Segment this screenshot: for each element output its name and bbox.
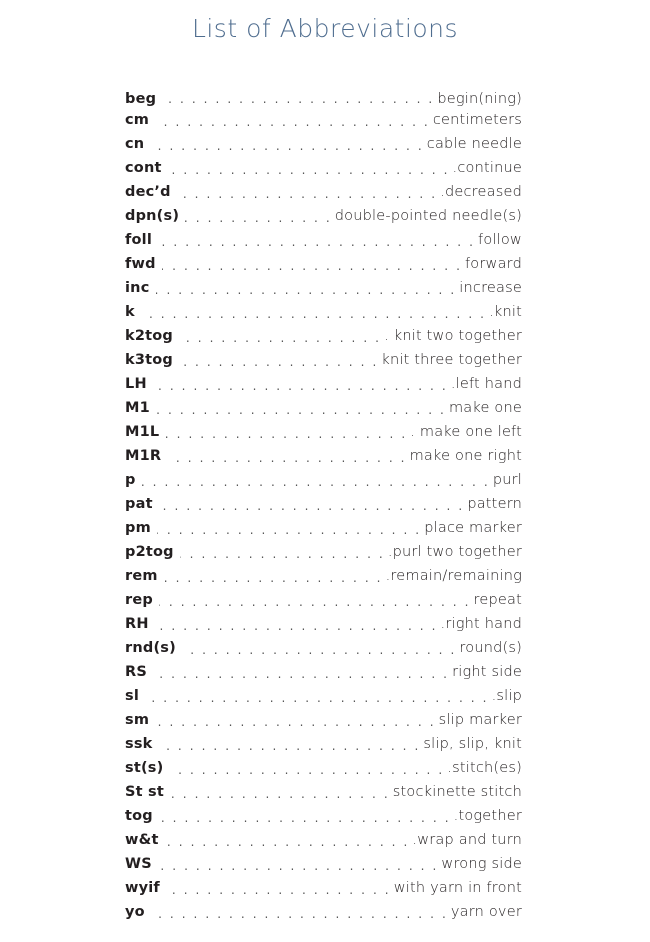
abbreviation-term: k3tog xyxy=(125,352,174,368)
abbreviation-meaning: make one xyxy=(448,400,522,416)
dot-leader xyxy=(155,117,430,129)
abbreviation-meaning: make one right xyxy=(409,448,522,464)
abbreviation-row xyxy=(125,516,522,540)
abbreviation-meaning: with yarn in front xyxy=(393,880,522,896)
abbreviation-row xyxy=(125,708,522,732)
abbreviation-term: rep xyxy=(125,592,153,608)
abbreviation-term: yo xyxy=(125,904,145,920)
abbreviation-term: foll xyxy=(125,232,153,248)
abbreviation-term: M1L xyxy=(125,424,160,440)
abbreviation-row xyxy=(125,852,522,876)
abbreviation-term: w&t xyxy=(125,832,159,848)
abbreviation-row xyxy=(125,900,522,924)
abbreviation-meaning: . knit two together xyxy=(384,328,522,344)
abbreviation-term: inc xyxy=(125,280,150,296)
dot-leader xyxy=(141,309,486,321)
abbreviation-meaning: .purl two together xyxy=(387,544,522,560)
abbreviation-term: M1R xyxy=(125,448,162,464)
abbreviation-meaning: .slip xyxy=(491,688,522,704)
abbreviation-term: p2tog xyxy=(125,544,174,560)
dot-leader xyxy=(153,669,449,681)
dot-leader xyxy=(182,645,456,657)
dot-leader xyxy=(159,741,421,753)
abbreviation-row xyxy=(125,276,522,300)
abbreviation-term: cm xyxy=(125,112,150,128)
abbreviation-meaning: forward xyxy=(465,256,522,272)
abbreviation-row xyxy=(125,732,522,756)
abbreviation-term: pm xyxy=(125,520,151,536)
abbreviation-term: k2tog xyxy=(125,328,174,344)
abbreviation-list xyxy=(125,88,522,924)
dot-leader xyxy=(142,477,490,489)
abbreviation-meaning: pattern xyxy=(467,496,522,512)
abbreviation-row xyxy=(125,660,522,684)
abbreviation-term: sm xyxy=(125,712,150,728)
dot-leader xyxy=(157,525,421,537)
abbreviation-meaning: yarn over xyxy=(450,904,522,920)
abbreviation-meaning: . make one left xyxy=(410,424,522,440)
dot-leader xyxy=(155,621,438,633)
abbreviation-row xyxy=(125,828,522,852)
abbreviation-term: pat xyxy=(125,496,153,512)
abbreviation-meaning: .stitch(es) xyxy=(447,760,522,776)
abbreviation-meaning: wrong side xyxy=(441,856,522,872)
dot-leader xyxy=(155,717,436,729)
abbreviation-meaning: slip marker xyxy=(438,712,522,728)
abbreviation-meaning: centimeters xyxy=(432,112,522,128)
abbreviation-meaning: .together xyxy=(453,808,522,824)
dot-leader xyxy=(151,909,448,921)
abbreviation-term: dpn(s) xyxy=(125,208,180,224)
dot-leader xyxy=(185,213,332,225)
abbreviation-row xyxy=(125,684,522,708)
abbreviation-row xyxy=(125,300,522,324)
abbreviation-term: rnd(s) xyxy=(125,640,176,656)
abbreviation-term: rem xyxy=(125,568,158,584)
abbreviation-row xyxy=(125,492,522,516)
abbreviation-term: cn xyxy=(125,136,145,152)
abbreviation-row xyxy=(125,876,522,900)
dot-leader xyxy=(162,95,434,107)
abbreviation-row xyxy=(125,588,522,612)
abbreviation-row xyxy=(125,756,522,780)
dot-leader xyxy=(179,333,381,345)
abbreviation-meaning: knit three together xyxy=(381,352,522,368)
abbreviation-row xyxy=(125,612,522,636)
abbreviation-row xyxy=(125,108,522,132)
abbreviation-term: beg xyxy=(125,91,157,107)
dot-leader xyxy=(180,549,385,561)
abbreviation-term: St st xyxy=(125,784,164,800)
abbreviation-row xyxy=(125,252,522,276)
abbreviation-meaning: .right hand xyxy=(440,616,522,632)
abbreviation-term: k xyxy=(125,304,135,320)
dot-leader xyxy=(159,597,471,609)
abbreviation-row xyxy=(125,444,522,468)
abbreviation-meaning: .continue xyxy=(452,160,522,176)
dot-leader xyxy=(159,813,451,825)
page-title: List of Abbreviations xyxy=(191,14,459,43)
abbreviation-meaning: increase xyxy=(459,280,522,296)
dot-leader xyxy=(150,141,423,153)
dot-leader xyxy=(179,357,378,369)
abbreviation-term: cont xyxy=(125,160,162,176)
abbreviation-term: wyif xyxy=(125,880,160,896)
abbreviation-meaning: purl xyxy=(492,472,522,488)
abbreviation-row xyxy=(125,468,522,492)
abbreviation-term: dec’d xyxy=(125,184,171,200)
dot-leader xyxy=(169,765,444,777)
abbreviation-row xyxy=(125,348,522,372)
abbreviation-row xyxy=(125,780,522,804)
abbreviation-row xyxy=(125,564,522,588)
dot-leader xyxy=(165,837,410,849)
abbreviation-term: RH xyxy=(125,616,149,632)
abbreviation-row xyxy=(125,180,522,204)
abbreviation-row xyxy=(125,88,522,108)
abbreviation-term: M1 xyxy=(125,400,150,416)
abbreviation-meaning: .decreased xyxy=(440,184,522,200)
abbreviation-row xyxy=(125,396,522,420)
dot-leader xyxy=(164,573,383,585)
dot-leader xyxy=(166,885,391,897)
abbreviation-meaning: begin(ning) xyxy=(437,91,522,107)
dot-leader xyxy=(156,405,446,417)
abbreviation-term: WS xyxy=(125,856,152,872)
dot-leader xyxy=(153,381,448,393)
abbreviation-meaning: slip, slip, knit xyxy=(423,736,522,752)
abbreviation-meaning: .remain/remaining xyxy=(385,568,522,584)
abbreviation-term: ssk xyxy=(125,736,153,752)
dot-leader xyxy=(167,453,406,465)
dot-leader xyxy=(156,285,457,297)
abbreviation-row xyxy=(125,636,522,660)
abbreviation-row xyxy=(125,420,522,444)
abbreviation-row xyxy=(125,372,522,396)
abbreviation-meaning: cable needle xyxy=(426,136,522,152)
abbreviation-meaning: .wrap and turn xyxy=(412,832,522,848)
abbreviation-term: st(s) xyxy=(125,760,164,776)
abbreviation-meaning: .knit xyxy=(489,304,522,320)
abbreviation-term: sl xyxy=(125,688,140,704)
abbreviation-meaning: .left hand xyxy=(450,376,522,392)
abbreviation-row xyxy=(125,156,522,180)
abbreviation-meaning: double-pointed needle(s) xyxy=(334,208,522,224)
dot-leader xyxy=(170,789,390,801)
dot-leader xyxy=(168,165,450,177)
abbreviation-row xyxy=(125,228,522,252)
dot-leader xyxy=(159,501,465,513)
abbreviation-meaning: place marker xyxy=(424,520,522,536)
abbreviation-meaning: right side xyxy=(452,664,522,680)
abbreviation-term: p xyxy=(125,472,136,488)
dot-leader xyxy=(162,261,462,273)
abbreviation-meaning: follow xyxy=(478,232,522,248)
dot-leader xyxy=(158,237,475,249)
abbreviation-term: fwd xyxy=(125,256,156,272)
abbreviation-term: LH xyxy=(125,376,147,392)
dot-leader xyxy=(145,693,489,705)
abbreviation-term: tog xyxy=(125,808,153,824)
abbreviation-meaning: stockinette stitch xyxy=(392,784,522,800)
abbreviation-row xyxy=(125,204,522,228)
dot-leader xyxy=(158,861,439,873)
abbreviation-row xyxy=(125,324,522,348)
abbreviation-row xyxy=(125,804,522,828)
dot-leader xyxy=(165,429,407,441)
abbreviation-row xyxy=(125,540,522,564)
dot-leader xyxy=(177,189,437,201)
abbreviation-meaning: repeat xyxy=(473,592,522,608)
abbreviation-term: RS xyxy=(125,664,148,680)
abbreviation-meaning: round(s) xyxy=(459,640,522,656)
abbreviation-row xyxy=(125,132,522,156)
